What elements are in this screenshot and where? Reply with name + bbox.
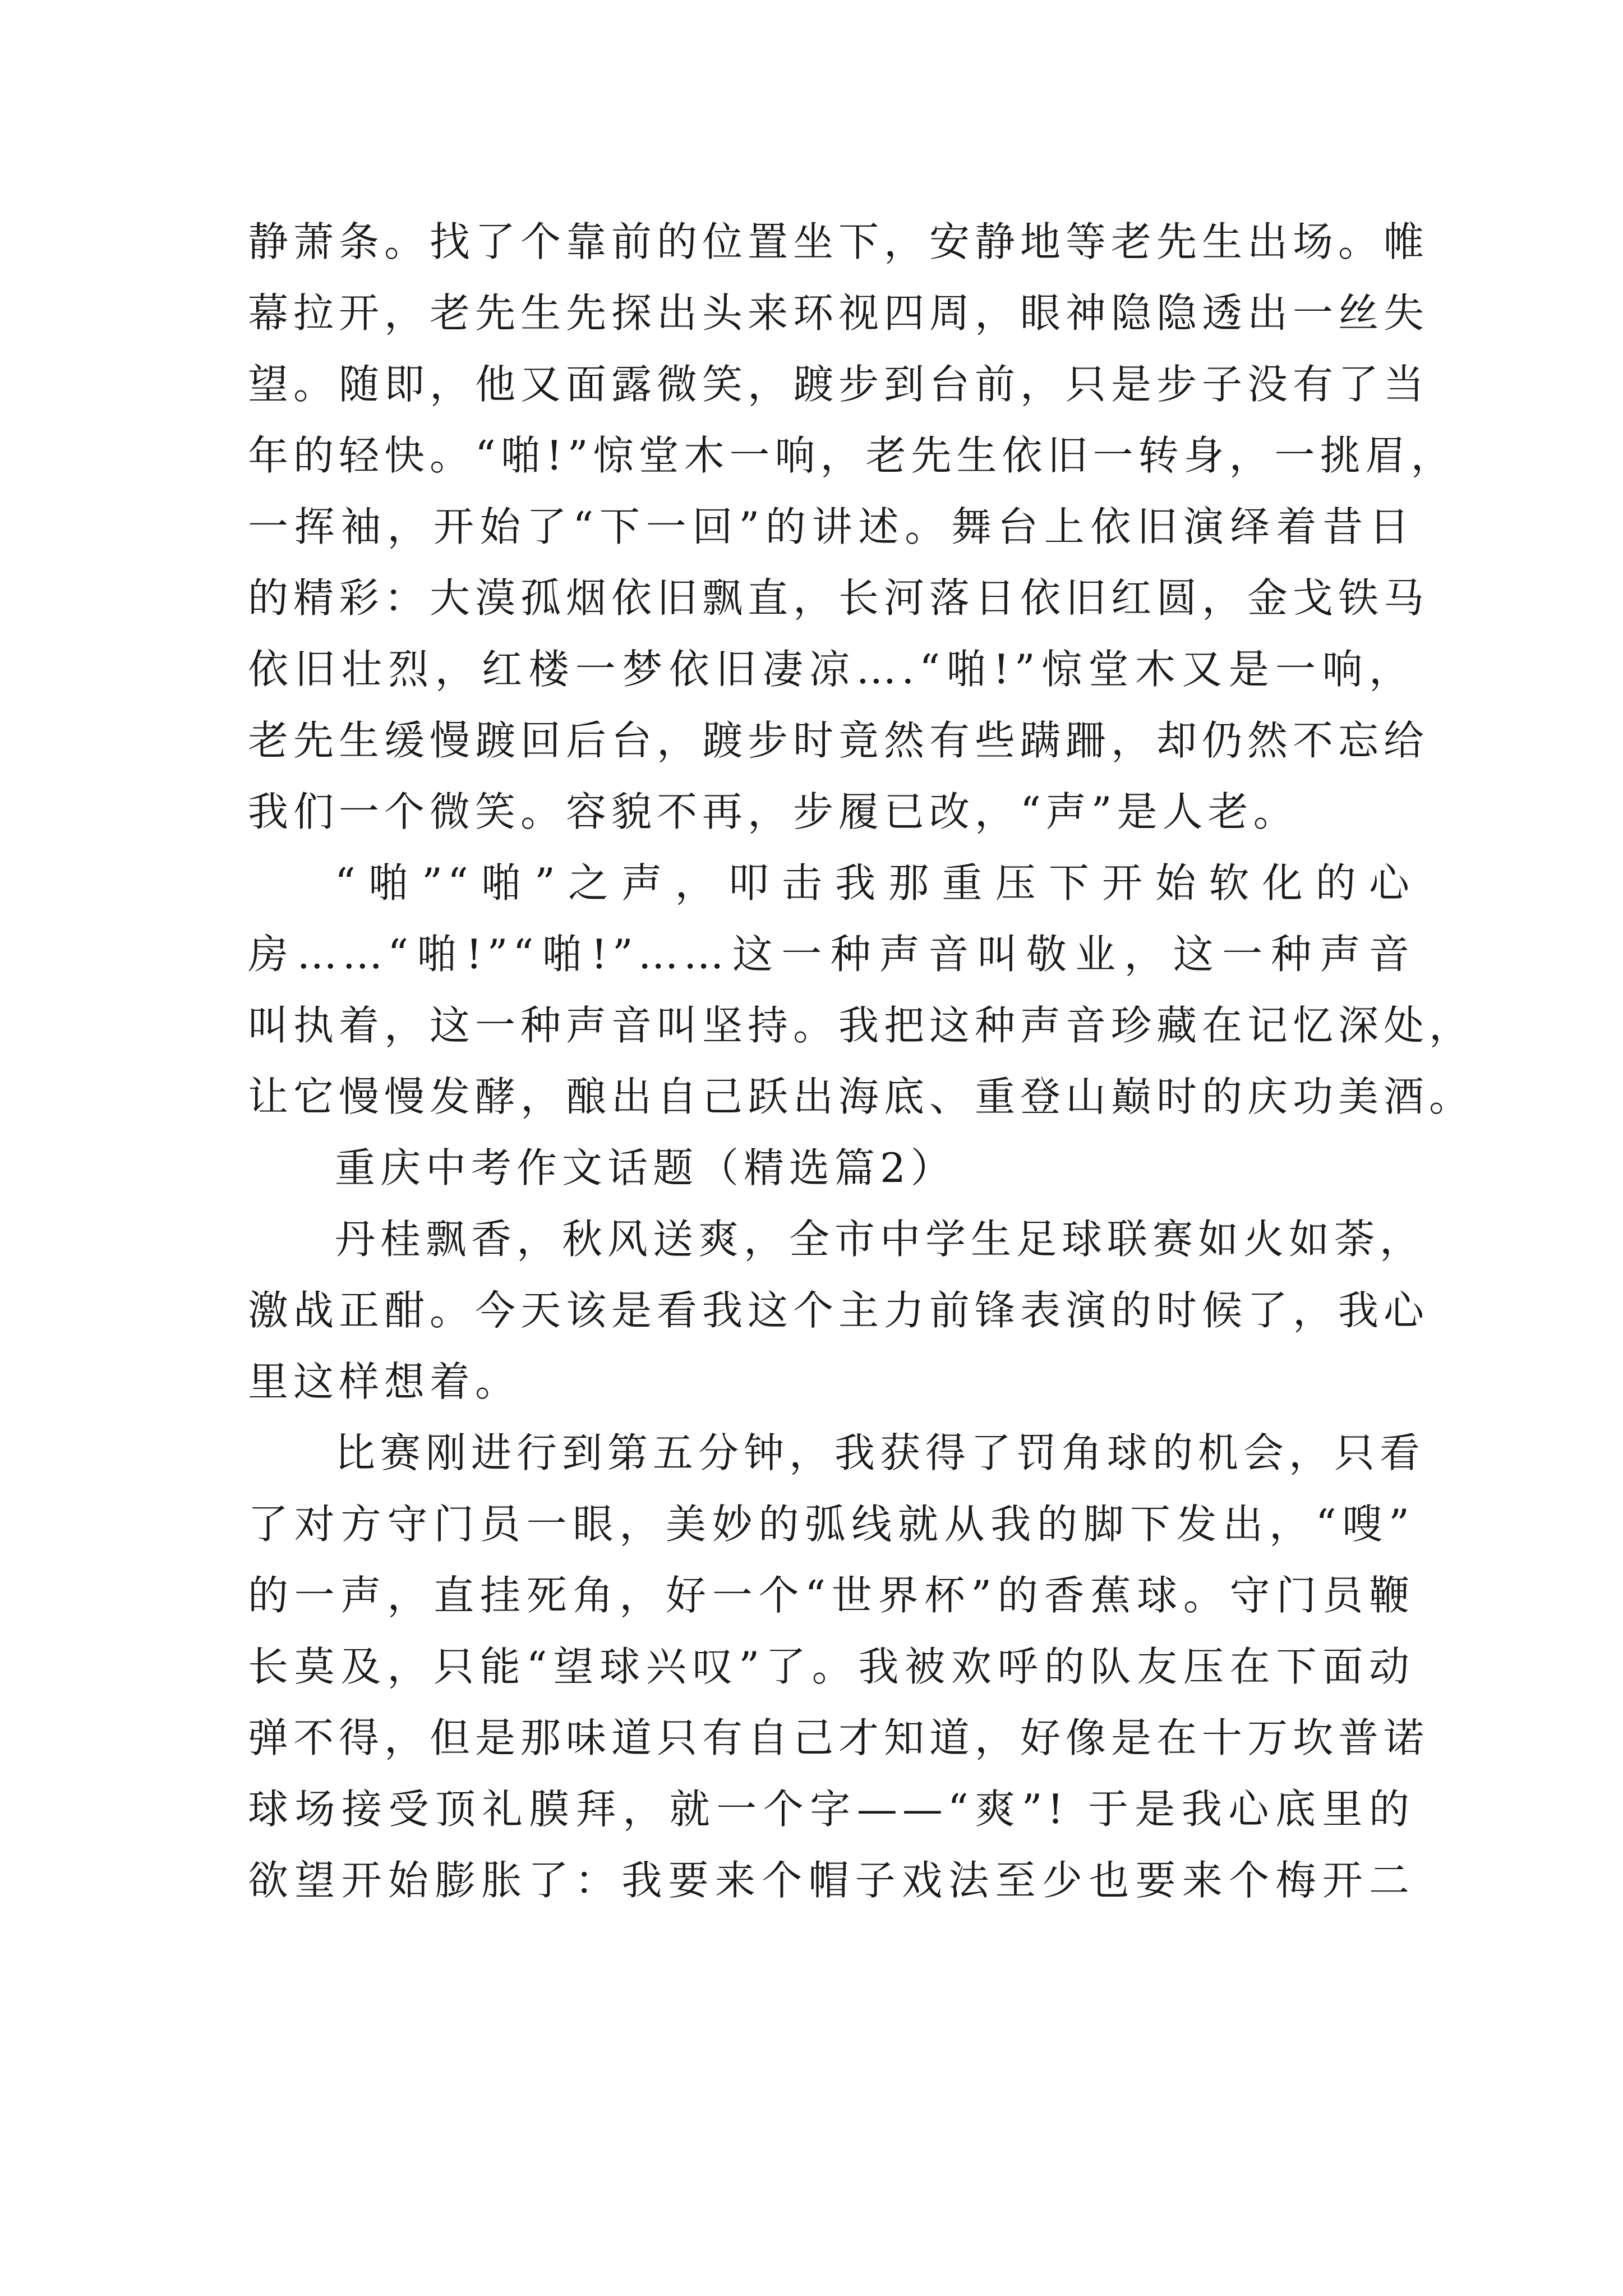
body-text <box>248 206 1475 1916</box>
text-line: 房……“啪!”“啪!”……这一种声音叫敬业，这一种声音 <box>248 931 1414 978</box>
text-line: 静萧条。找了个靠前的位置坐下，安静地等老先生出场。帷 <box>248 218 1430 265</box>
text-line: 年的轻快。“啪!”惊堂木一响，老先生依旧一转身，一挑眉， <box>248 432 1456 479</box>
paragraph <box>248 1204 1430 1418</box>
text-line: 丹桂飘香，秋风送爽，全市中学生足球联赛如火如荼， <box>335 1216 1426 1263</box>
paragraph <box>248 848 1475 1133</box>
text-line: 了对方守门员一眼，美妙的弧线就从我的脚下发出，“嗖” <box>248 1501 1414 1548</box>
text-line: 老先生缓慢踱回后台，踱步时竟然有些蹒跚，却仍然不忘给 <box>248 717 1430 764</box>
text-line: 望。随即，他又面露微笑，踱步到台前，只是步子没有了当 <box>248 361 1430 408</box>
text-line: 我们一个微笑。容貌不再，步履已改，“声”是人老。 <box>248 788 1299 835</box>
text-line: 比赛刚进行到第五分钟，我获得了罚角球的机会，只看 <box>335 1429 1426 1476</box>
text-line: 幕拉开，老先生先探出头来环视四周，眼神隐隐透出一丝失 <box>248 289 1430 337</box>
text-line: “啪”“啪”之声，叩击我那重压下开始软化的心 <box>335 859 1414 907</box>
text-line: 依旧壮烈，红楼一梦依旧凄凉….“啪!”惊堂木又是一响， <box>248 646 1414 693</box>
text-line: 一挥袖，开始了“下一回”的讲述。舞台上依旧演绎着昔日 <box>248 503 1414 550</box>
text-line: 的一声，直挂死角，好一个“世界杯”的香蕉球。守门员鞭 <box>248 1572 1414 1619</box>
text-line: 叫执着，这一种声音叫坚持。我把这种声音珍藏在记忆深处， <box>248 1002 1475 1049</box>
text-line: 欲望开始膨胀了：我要来个帽子戏法至少也要来个梅开二 <box>248 1857 1414 1904</box>
heading-text: 重庆中考作文话题（精选篇2） <box>335 1144 956 1191</box>
text-line: 弹不得，但是那味道只有自己才知道，好像是在十万坎普诺 <box>248 1714 1430 1761</box>
paragraph <box>248 206 1456 848</box>
text-line: 球场接受顶礼膜拜，就一个字——“爽”! 于是我心底里的 <box>248 1786 1414 1833</box>
text-line: 长莫及，只能“望球兴叹”了。我被欢呼的队友压在下面动 <box>248 1643 1414 1690</box>
paragraph <box>248 1418 1430 1916</box>
text-line: 里这样想着。 <box>248 1358 521 1405</box>
section-heading <box>248 1133 1414 1204</box>
text-line: 让它慢慢发酵，酿出自己跃出海底、重登山巅时的庆功美酒。 <box>248 1073 1475 1120</box>
text-line: 的精彩：大漠孤烟依旧飘直，长河落日依旧红圆，金戈铁马 <box>248 574 1430 622</box>
text-line: 激战正酣。今天该是看我这个主力前锋表演的时候了，我心 <box>248 1287 1430 1334</box>
